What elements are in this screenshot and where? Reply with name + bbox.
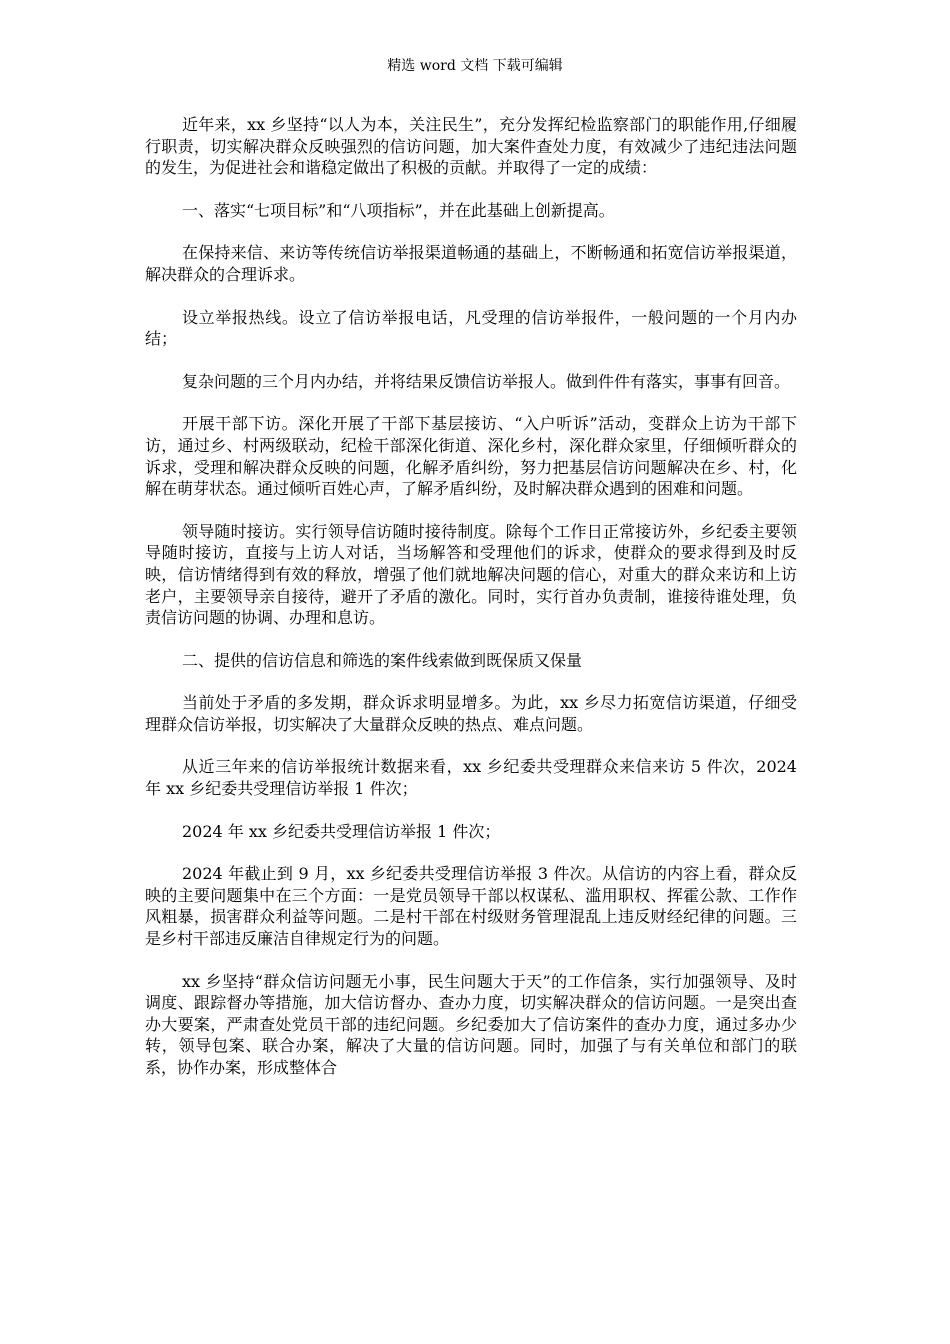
paragraph: 当前处于矛盾的多发期，群众诉求明显增多。为此，xx 乡尽力拓宽信访渠道，仔细受理群众信访举报，切实解决了大量群众反映的热点、难点问题。 — [145, 693, 797, 734]
paragraph: 复杂问题的三个月内办结，并将结果反馈信访举报人。做到件件有落实，事事有回音。 — [182, 371, 791, 391]
page-header: 精选 word 文档 下载可编辑 — [387, 58, 563, 74]
section-heading-1: 一、落实“七项目标”和“八项指标”，并在此基础上创新提高。 — [182, 200, 615, 220]
paragraph: 2024 年 xx 乡纪委共受理信访举报 1 件次； — [182, 821, 501, 841]
paragraph: 设立举报热线。设立了信访举报电话，凡受理的信访举报件，一般问题的一个月内办结； — [145, 307, 797, 349]
paragraph: 领导随时接访。实行领导信访随时接待制度。除每个工作日正常接访外，乡纪委主要领导随时接访，直接与上访人对话，当场解答和受理他们的诉求，使群众的要求得到及时反映，信访情绪得到有效的释放，增强了他们就地解决问题的信心，对重大的群众来访和上访老户，主要领导亲自接待，避开了矛盾的激化。同时，实行首办负责制，谁接待谁处理，负责信访问题的协调、办理和息访。 — [145, 521, 797, 628]
paragraph: 开展干部下访。深化开展了干部下基层接访、“入户听诉”活动，变群众上访为干部下访，通过乡、村两级联动，纪检干部深化街道、深化乡村，深化群众家里，仔细倾听群众的诉求，受理和解决群众反映的问题，化解矛盾纠纷，努力把基层信访问题解决在乡、村，化解在萌芽状态。通过倾听百姓心声，了解矛盾纠纷，及时解决群众遇到的困难和问题。 — [145, 414, 797, 499]
paragraph: 2024 年截止到 9 月，xx 乡纪委共受理信访举报 3 件次。从信访的内容上看，群众反映的主要问题集中在三个方面：一是党员领导干部以权谋私、滥用职权、挥霍公款、工作作风粗暴，损害群众利益等问题。二是村干部在村级财务管理混乱上违反财经纪律的问题。三是乡村干部违反廉洁自律规定行为的问题。 — [145, 864, 797, 949]
paragraph: xx 乡坚持“群众信访问题无小事，民生问题大于天”的工作信条，实行加强领导、及时调度、跟踪督办等措施，加大信访督办、查办力度，切实解决群众的信访问题。一是突出查办大要案，严肃查处党员干部的违纪问题。乡纪委加大了信访案件的查办力度，通过多办少转，领导包案、联合办案，解决了大量的信访问题。同时，加强了与有关单位和部门的联系，协作办案，形成整体合 — [145, 971, 797, 1077]
section-heading-2: 二、提供的信访信息和筛选的案件线索做到既保质又保量 — [182, 650, 583, 670]
paragraph: 在保持来信、来访等传统信访举报渠道畅通的基础上，不断畅通和拓宽信访举报渠道，解决群众的合理诉求。 — [145, 243, 797, 284]
document-body — [145, 114, 797, 1100]
paragraph: 从近三年来的信访举报统计数据来看，xx 乡纪委共受理群众来信来访 5 件次，2024 年 xx 乡纪委共受理信访举报 1 件次； — [145, 757, 797, 799]
paragraph-intro: 近年来，xx 乡坚持“以人为本，关注民生”，充分发挥纪检监察部门的职能作用,仔细履行职责，切实解决群众反映强烈的信访问题，加大案件查处力度，有效减少了违纪违法问题的发生，为促进社会和谐稳定做出了积极的贡献。并取得了一定的成绩： — [145, 115, 797, 178]
